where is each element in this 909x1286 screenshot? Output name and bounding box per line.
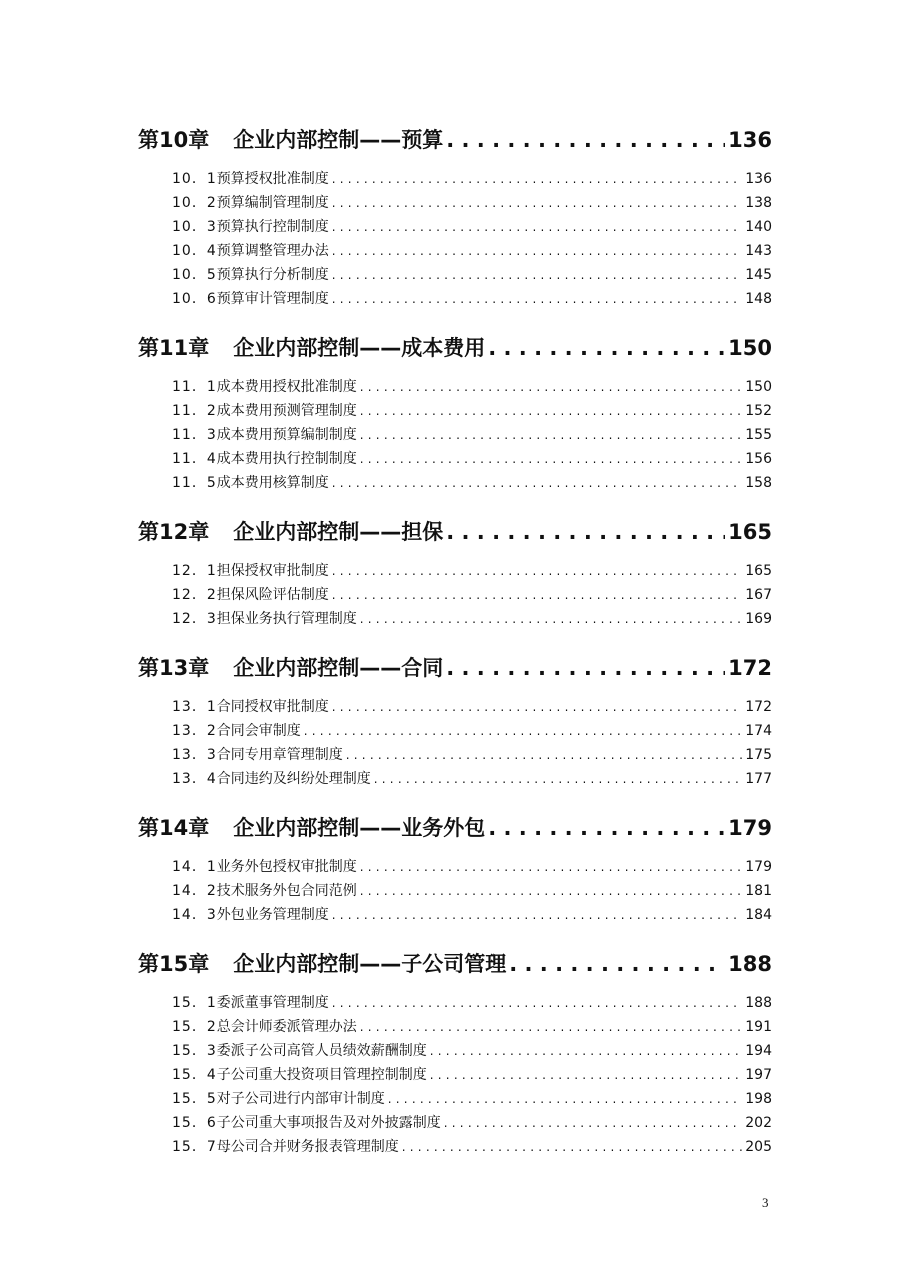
section-title: 合同会审制度 xyxy=(216,723,301,739)
toc-entry[interactable] xyxy=(172,192,772,216)
chapter-title: 企业内部控制——业务外包 xyxy=(233,816,486,840)
toc-entry[interactable] xyxy=(172,288,772,312)
section-title: 预算调整管理办法 xyxy=(216,243,329,259)
toc-entry[interactable] xyxy=(172,992,772,1016)
toc-entry[interactable] xyxy=(172,880,772,904)
dot-leader xyxy=(360,883,743,899)
section-title: 合同授权审批制度 xyxy=(216,699,329,715)
dot-leader xyxy=(446,128,725,152)
toc-entry[interactable] xyxy=(172,1040,772,1064)
section-page-number: 167 xyxy=(745,587,772,603)
toc-entry[interactable] xyxy=(172,696,772,720)
dot-leader xyxy=(332,267,743,283)
section-title: 委派子公司高管人员绩效薪酬制度 xyxy=(216,1043,427,1059)
section-page-number: 152 xyxy=(745,403,772,419)
section-page-number: 155 xyxy=(745,427,772,443)
chapter-page-number: 136 xyxy=(728,128,772,152)
toc-entry[interactable] xyxy=(172,1016,772,1040)
section-title: 预算授权批准制度 xyxy=(216,171,329,187)
dot-leader xyxy=(360,611,743,627)
section-page-number: 169 xyxy=(745,611,772,627)
section-list xyxy=(172,856,772,928)
toc-entry[interactable] xyxy=(172,768,772,792)
section-page-number: 194 xyxy=(745,1043,772,1059)
dot-leader xyxy=(360,859,743,875)
toc-entry[interactable] xyxy=(172,400,772,424)
section-page-number: 136 xyxy=(745,171,772,187)
section-title: 子公司重大投资项目管理控制制度 xyxy=(216,1067,427,1083)
dot-leader xyxy=(332,475,743,491)
toc-entry[interactable] xyxy=(172,376,772,400)
toc-entry[interactable] xyxy=(172,1088,772,1112)
section-title: 业务外包授权审批制度 xyxy=(216,859,357,875)
dot-leader xyxy=(332,195,743,211)
section-title: 预算审计管理制度 xyxy=(216,291,329,307)
chapter-block xyxy=(138,812,772,928)
toc-entry[interactable] xyxy=(172,448,772,472)
toc-entry[interactable] xyxy=(172,856,772,880)
section-page-number: 179 xyxy=(745,859,772,875)
section-page-number: 205 xyxy=(745,1139,772,1155)
chapter-heading[interactable] xyxy=(138,516,772,554)
section-title: 成本费用执行控制制度 xyxy=(216,451,357,467)
section-page-number: 165 xyxy=(745,563,772,579)
section-number: 13．3 xyxy=(172,747,217,763)
chapter-number: 第10章 xyxy=(138,128,210,152)
toc-entry[interactable] xyxy=(172,904,772,928)
section-page-number: 172 xyxy=(745,699,772,715)
section-title: 合同专用章管理制度 xyxy=(216,747,343,763)
section-number: 15．4 xyxy=(172,1067,217,1083)
section-page-number: 174 xyxy=(745,723,772,739)
toc-entry[interactable] xyxy=(172,168,772,192)
dot-leader xyxy=(360,427,743,443)
dot-leader xyxy=(488,336,725,360)
section-list xyxy=(172,560,772,632)
dot-leader xyxy=(346,747,743,763)
chapter-page-number: 165 xyxy=(728,520,772,544)
section-number: 15．5 xyxy=(172,1091,217,1107)
section-page-number: 150 xyxy=(745,379,772,395)
section-page-number: 177 xyxy=(745,771,772,787)
section-title: 外包业务管理制度 xyxy=(216,907,329,923)
section-list xyxy=(172,376,772,496)
section-number: 10．2 xyxy=(172,195,217,211)
section-number: 15．3 xyxy=(172,1043,217,1059)
section-page-number: 188 xyxy=(745,995,772,1011)
chapter-title: 企业内部控制——成本费用 xyxy=(233,336,486,360)
chapter-heading[interactable] xyxy=(138,124,772,162)
chapter-page-number: 188 xyxy=(728,952,772,976)
section-number: 15．2 xyxy=(172,1019,217,1035)
section-number: 10．3 xyxy=(172,219,217,235)
section-number: 15．1 xyxy=(172,995,217,1011)
chapter-heading[interactable] xyxy=(138,652,772,690)
chapter-block xyxy=(138,516,772,632)
section-number: 11．2 xyxy=(172,403,217,419)
section-title: 合同违约及纠纷处理制度 xyxy=(216,771,371,787)
chapter-number: 第13章 xyxy=(138,656,210,680)
toc-entry[interactable] xyxy=(172,1112,772,1136)
toc-entry[interactable] xyxy=(172,264,772,288)
section-list xyxy=(172,696,772,792)
toc-entry[interactable] xyxy=(172,240,772,264)
section-title: 担保授权审批制度 xyxy=(216,563,329,579)
section-title: 预算执行控制制度 xyxy=(216,219,329,235)
chapter-block xyxy=(138,948,772,1160)
section-page-number: 148 xyxy=(745,291,772,307)
chapter-page-number: 172 xyxy=(728,656,772,680)
dot-leader xyxy=(374,771,743,787)
section-number: 10．6 xyxy=(172,291,217,307)
chapter-title: 企业内部控制——担保 xyxy=(233,520,444,544)
dot-leader xyxy=(446,656,725,680)
toc-entry[interactable] xyxy=(172,720,772,744)
section-list xyxy=(172,168,772,312)
section-number: 12．3 xyxy=(172,611,217,627)
toc-entry[interactable] xyxy=(172,584,772,608)
section-number: 11．4 xyxy=(172,451,217,467)
dot-leader xyxy=(332,587,743,603)
section-number: 13．2 xyxy=(172,723,217,739)
chapter-page-number: 150 xyxy=(728,336,772,360)
dot-leader xyxy=(360,1019,743,1035)
section-title: 母公司合并财务报表管理制度 xyxy=(216,1139,399,1155)
dot-leader xyxy=(430,1067,743,1083)
section-page-number: 202 xyxy=(745,1115,772,1131)
dot-leader xyxy=(332,219,743,235)
chapter-number: 第11章 xyxy=(138,336,210,360)
section-number: 13．1 xyxy=(172,699,217,715)
section-title: 成本费用预算编制制度 xyxy=(216,427,357,443)
section-number: 15．7 xyxy=(172,1139,217,1155)
chapter-heading[interactable] xyxy=(138,948,772,986)
dot-leader xyxy=(444,1115,743,1131)
dot-leader xyxy=(388,1091,743,1107)
section-title: 总会计师委派管理办法 xyxy=(216,1019,357,1035)
section-number: 13．4 xyxy=(172,771,217,787)
toc-entry[interactable] xyxy=(172,560,772,584)
dot-leader xyxy=(488,816,725,840)
toc-entry[interactable] xyxy=(172,1064,772,1088)
section-title: 委派董事管理制度 xyxy=(216,995,329,1011)
table-of-contents xyxy=(138,124,772,1180)
toc-entry[interactable] xyxy=(172,608,772,632)
dot-leader xyxy=(446,520,725,544)
dot-leader xyxy=(360,379,743,395)
section-title: 成本费用预测管理制度 xyxy=(216,403,357,419)
section-title: 成本费用核算制度 xyxy=(216,475,329,491)
section-number: 14．3 xyxy=(172,907,217,923)
dot-leader xyxy=(332,171,743,187)
dot-leader xyxy=(509,952,725,976)
chapter-block xyxy=(138,652,772,792)
toc-entry[interactable] xyxy=(172,744,772,768)
dot-leader xyxy=(332,291,743,307)
toc-entry[interactable] xyxy=(172,216,772,240)
section-page-number: 175 xyxy=(745,747,772,763)
section-title: 预算执行分析制度 xyxy=(216,267,329,283)
dot-leader xyxy=(332,699,743,715)
chapter-block xyxy=(138,332,772,496)
dot-leader xyxy=(360,403,743,419)
section-page-number: 181 xyxy=(745,883,772,899)
chapter-number: 第14章 xyxy=(138,816,210,840)
section-page-number: 158 xyxy=(745,475,772,491)
section-page-number: 138 xyxy=(745,195,772,211)
chapter-number: 第12章 xyxy=(138,520,210,544)
section-number: 12．1 xyxy=(172,563,217,579)
dot-leader xyxy=(332,563,743,579)
section-number: 11．1 xyxy=(172,379,217,395)
section-number: 15．6 xyxy=(172,1115,217,1131)
page-number: 3 xyxy=(762,1195,769,1210)
section-page-number: 143 xyxy=(745,243,772,259)
dot-leader xyxy=(332,907,743,923)
section-number: 12．2 xyxy=(172,587,217,603)
section-number: 11．5 xyxy=(172,475,217,491)
section-page-number: 184 xyxy=(745,907,772,923)
toc-entry[interactable] xyxy=(172,472,772,496)
section-page-number: 156 xyxy=(745,451,772,467)
section-number: 10．1 xyxy=(172,171,217,187)
section-number: 14．1 xyxy=(172,859,217,875)
dot-leader xyxy=(332,243,743,259)
dot-leader xyxy=(402,1139,743,1155)
section-page-number: 197 xyxy=(745,1067,772,1083)
chapter-heading[interactable] xyxy=(138,812,772,850)
dot-leader xyxy=(430,1043,743,1059)
dot-leader xyxy=(304,723,743,739)
dot-leader xyxy=(360,451,743,467)
section-title: 担保风险评估制度 xyxy=(216,587,329,603)
section-title: 技术服务外包合同范例 xyxy=(216,883,357,899)
section-title: 子公司重大事项报告及对外披露制度 xyxy=(216,1115,441,1131)
chapter-heading[interactable] xyxy=(138,332,772,370)
section-page-number: 191 xyxy=(745,1019,772,1035)
section-title: 担保业务执行管理制度 xyxy=(216,611,357,627)
chapter-title: 企业内部控制——预算 xyxy=(233,128,444,152)
section-title: 成本费用授权批准制度 xyxy=(216,379,357,395)
chapter-number: 第15章 xyxy=(138,952,210,976)
section-number: 10．5 xyxy=(172,267,217,283)
section-title: 预算编制管理制度 xyxy=(216,195,329,211)
dot-leader xyxy=(332,995,743,1011)
section-title: 对子公司进行内部审计制度 xyxy=(216,1091,385,1107)
section-page-number: 198 xyxy=(745,1091,772,1107)
section-page-number: 140 xyxy=(745,219,772,235)
chapter-title: 企业内部控制——子公司管理 xyxy=(233,952,507,976)
chapter-block xyxy=(138,124,772,312)
section-number: 10．4 xyxy=(172,243,217,259)
toc-entry[interactable] xyxy=(172,424,772,448)
section-list xyxy=(172,992,772,1160)
chapter-title: 企业内部控制——合同 xyxy=(233,656,444,680)
section-page-number: 145 xyxy=(745,267,772,283)
toc-entry[interactable] xyxy=(172,1136,772,1160)
chapter-page-number: 179 xyxy=(728,816,772,840)
section-number: 11．3 xyxy=(172,427,217,443)
section-number: 14．2 xyxy=(172,883,217,899)
